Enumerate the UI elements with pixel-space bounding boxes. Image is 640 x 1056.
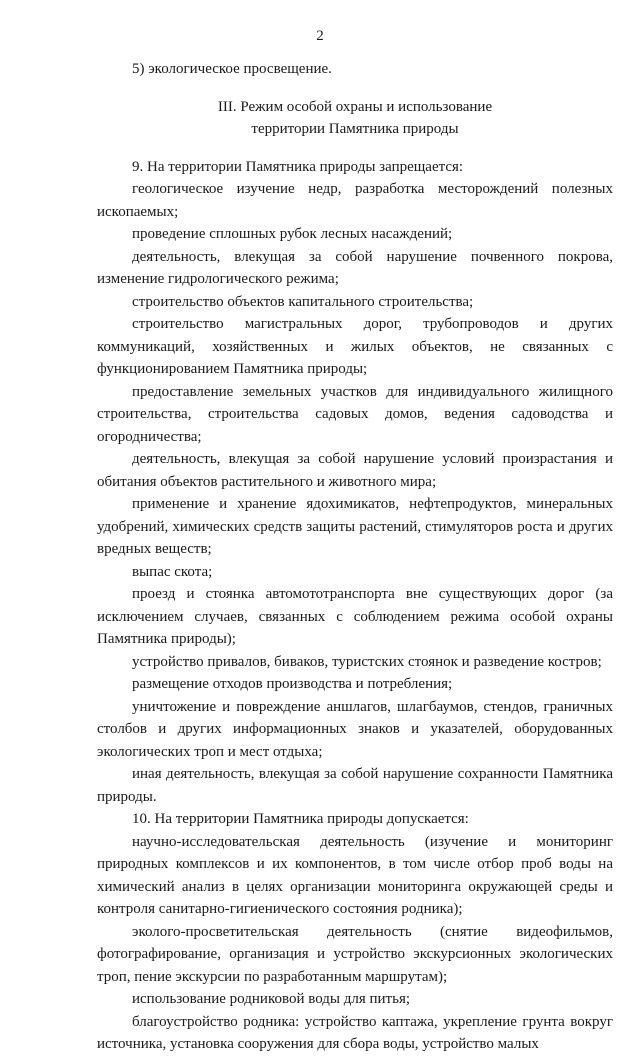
- section-heading-line-2: территории Памятника природы: [251, 121, 459, 137]
- clause-9-item: строительство магистральных дорог, трубопроводов и других коммуникаций, хозяйственных и жилых объектов, не связанных с функционированием Памятника природы;: [97, 316, 613, 377]
- clause-9-item: уничтожение и повреждение аншлагов, шлагбаумов, стендов, граничных столбов и других информационных знаков и указателей, оборудованных экологических троп и мест отдыха;: [97, 698, 613, 760]
- clause-9-item: иная деятельность, влекущая за собой нарушение сохранности Памятника природы.: [97, 766, 613, 805]
- clause-9-lead: 9. На территории Памятника природы запрещается:: [132, 158, 464, 175]
- clause-9-item: проведение сплошных рубок лесных насаждений;: [132, 226, 453, 242]
- clause-9-item: выпас скота;: [132, 563, 213, 580]
- page-number: 2: [316, 28, 324, 44]
- clause-9-item: предоставление земельных участков для индивидуального жилищного строительства, строительства садовых домов, ведения садоводства и огородничества;: [97, 383, 613, 445]
- clause-9-item: размещение отходов производства и потребления;: [132, 676, 453, 692]
- clause-9-item: устройство привалов, биваков, туристских стоянок и разведение костров;: [132, 653, 602, 670]
- section-heading-line-1: III. Режим особой охраны и использование: [217, 98, 493, 115]
- clause-10-item: эколого-просветительская деятельность (снятие видеофильмов, фотографирование, организация и устройство экскурсионных экологических троп, пение экскурсии по разработанным маршрутам);: [97, 923, 613, 985]
- document-body: [97, 58, 613, 1056]
- clause-9-item: деятельность, влекущая за собой нарушение почвенного покрова, изменение гидрологического режима;: [97, 248, 613, 287]
- clause-10-item: научно-исследовательская деятельность (изучение и мониторинг природных комплексов и их компонентов, в том числе отбор проб воды на химический анализ в целях организации мониторинга окружающей среды и контроля санитарно-гигиенического состояния родника);: [97, 833, 613, 917]
- clause-10-item: использование родниковой воды для питья;: [132, 991, 411, 1007]
- clause-9-item: применение и хранение ядохимикатов, нефтепродуктов, минеральных удобрений, химических средств защиты растений, стимуляторов роста и других вредных веществ;: [97, 496, 613, 557]
- clause-9-item: геологическое изучение недр, разработка месторождений полезных ископаемых;: [97, 181, 613, 220]
- clause-9-item: проезд и стоянка автомототранспорта вне существующих дорог (за исключением случаев, связанных с соблюдением режима особой охраны Памятника природы);: [97, 586, 613, 647]
- clause-9-item: деятельность, влекущая за собой нарушение условий произрастания и обитания объектов растительного и животного мира;: [97, 451, 613, 490]
- section-heading: [97, 96, 613, 141]
- clause-9-item: строительство объектов капитального строительства;: [132, 293, 474, 310]
- intro-item: 5) экологическое просвещение.: [132, 61, 332, 77]
- clause-10-lead: 10. На территории Памятника природы допускается:: [132, 811, 469, 827]
- clause-10-item: благоустройство родника: устройство каптажа, укрепление грунта вокруг источника, установка сооружения для сбора воды, устройство малых: [97, 1013, 613, 1052]
